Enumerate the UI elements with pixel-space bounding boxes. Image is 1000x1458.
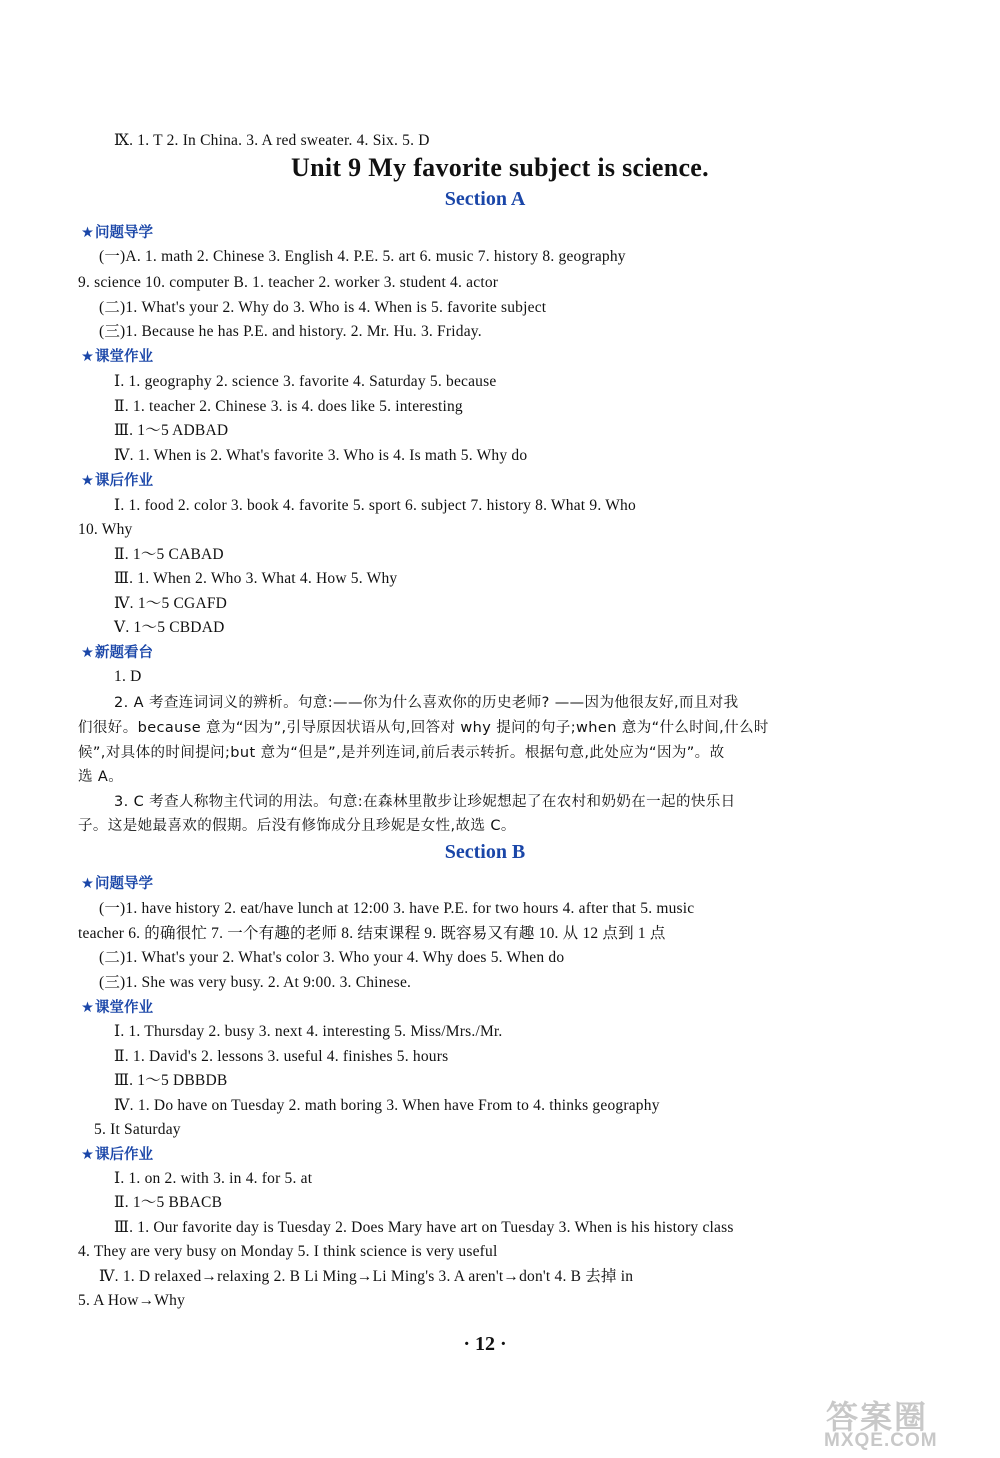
text-line: 子。这是她最喜欢的假期。后没有修饰成分且珍妮是女性,故选 C。	[78, 818, 516, 834]
text-line: 3. C 考查人称物主代词的用法。句意:在森林里散步让珍妮想起了在农村和奶奶在一起的快乐日	[114, 794, 736, 810]
star-icon: ★	[81, 349, 94, 365]
text-line: Ⅱ. 1. teacher 2. Chinese 3. is 4. does like 5. interesting	[114, 398, 463, 415]
text-line: Ⅰ. 1. geography 2. science 3. favorite 4. Saturday 5. because	[114, 373, 497, 390]
section-b-kehou-label: ★课后作业	[81, 1147, 153, 1163]
star-icon: ★	[81, 1147, 94, 1163]
page-number: · 12 ·	[463, 1333, 507, 1355]
text-line: (二)1. What's your 2. What's color 3. Who your 4. Why does 5. When do	[99, 949, 565, 966]
text-line: (一)1. have history 2. eat/have lunch at 12:00 3. have P.E. for two hours 4. after that 5. music	[99, 900, 695, 917]
star-icon: ★	[81, 645, 94, 661]
unit-title: Unit 9 My favorite subject is science.	[291, 153, 709, 182]
text-line: 候”,对具体的时间提问;but 意为“但是”,是并列连词,前后表示转折。根据句意,此处应为“因为”。故	[78, 745, 725, 761]
star-icon: ★	[81, 876, 94, 892]
text-line: 1. D	[114, 668, 142, 685]
text-line: (一)A. 1. math 2. Chinese 3. English 4. P.E. 5. art 6. music 7. history 8. geography	[99, 248, 626, 265]
text-line: Ⅰ. 1. on 2. with 3. in 4. for 5. at	[114, 1170, 313, 1187]
text-line: Ⅳ. 1～5 CGAFD	[114, 595, 228, 612]
section-a-wenti-label: ★问题导学	[81, 225, 153, 241]
text-line: 4. They are very busy on Monday 5. I think science is very useful	[78, 1243, 498, 1260]
watermark-top: 答案圈	[826, 1398, 929, 1436]
section-b-title: Section B	[444, 841, 526, 863]
text-line: (二)1. What's your 2. Why do 3. Who is 4. When is 5. favorite subject	[99, 299, 547, 316]
text-line: Ⅳ. 1. D relaxed→relaxing 2. B Li Ming→Li Ming's 3. A aren't→don't 4. B 去掉 in	[99, 1268, 634, 1285]
text-line: Ⅳ. 1. Do have on Tuesday 2. math boring 3. When have From to 4. thinks geography	[114, 1097, 660, 1114]
text-line: 选 A。	[78, 769, 124, 785]
watermark-bottom: MXQE.COM	[824, 1430, 938, 1451]
section-a-kehou-label: ★课后作业	[81, 473, 153, 489]
section-a-xinti-label: ★新题看台	[81, 645, 153, 661]
text-line: (三)1. Because he has P.E. and history. 2. Mr. Hu. 3. Friday.	[99, 323, 482, 340]
text-line: Ⅲ. 1. Our favorite day is Tuesday 2. Does Mary have art on Tuesday 3. When is his history class	[114, 1219, 734, 1236]
section-b-ketang-label: ★课堂作业	[81, 1000, 153, 1016]
text-line: Ⅲ. 1～5 DBBDB	[114, 1072, 228, 1089]
text-line: teacher 6. 的确很忙 7. 一个有趣的老师 8. 结束课程 9. 既容易又有趣 10. 从 12 点到 1 点	[78, 925, 666, 942]
text-line: Ⅲ. 1. When 2. Who 3. What 4. How 5. Why	[114, 570, 398, 587]
text-line: Ⅴ. 1～5 CBDAD	[114, 619, 225, 636]
text-line: 5. A How→Why	[78, 1292, 186, 1309]
star-icon: ★	[81, 225, 94, 241]
text-line: Ⅳ. 1. When is 2. What's favorite 3. Who is 4. Is math 5. Why do	[114, 447, 528, 464]
star-icon: ★	[81, 473, 94, 489]
text-line: Ⅱ. 1～5 BBACB	[114, 1194, 223, 1211]
section-a-title: Section A	[444, 188, 526, 210]
text-line: Ⅲ. 1～5 ADBAD	[114, 422, 229, 439]
text-line: 10. Why	[78, 521, 133, 538]
text-line: 5. It Saturday	[94, 1121, 181, 1138]
text-line: 们很好。because 意为“因为”,引导原因状语从句,回答对 why 提问的句子;when 意为“什么时间,什么时	[78, 720, 769, 736]
top-answer-line: Ⅸ. 1. T 2. In China. 3. A red sweater. 4. Six. 5. D	[114, 132, 430, 149]
section-a-ketang-label: ★课堂作业	[81, 349, 153, 365]
text-line: 9. science 10. computer B. 1. teacher 2. worker 3. student 4. actor	[78, 274, 499, 291]
text-line: (三)1. She was very busy. 2. At 9:00. 3. Chinese.	[99, 974, 412, 991]
text-line: Ⅱ. 1. David's 2. lessons 3. useful 4. finishes 5. hours	[114, 1048, 449, 1065]
text-line: 2. A 考查连词词义的辨析。句意:——你为什么喜欢你的历史老师? ——因为他很友好,而且对我	[114, 695, 739, 711]
watermark-logo	[822, 1392, 992, 1454]
text-line: Ⅰ. 1. food 2. color 3. book 4. favorite 5. sport 6. subject 7. history 8. What 9. Who	[114, 497, 636, 514]
text-line: Ⅱ. 1～5 CABAD	[114, 546, 224, 563]
star-icon: ★	[81, 1000, 94, 1016]
text-line: Ⅰ. 1. Thursday 2. busy 3. next 4. interesting 5. Miss/Mrs./Mr.	[114, 1023, 503, 1040]
section-b-wenti-label: ★问题导学	[81, 876, 153, 892]
